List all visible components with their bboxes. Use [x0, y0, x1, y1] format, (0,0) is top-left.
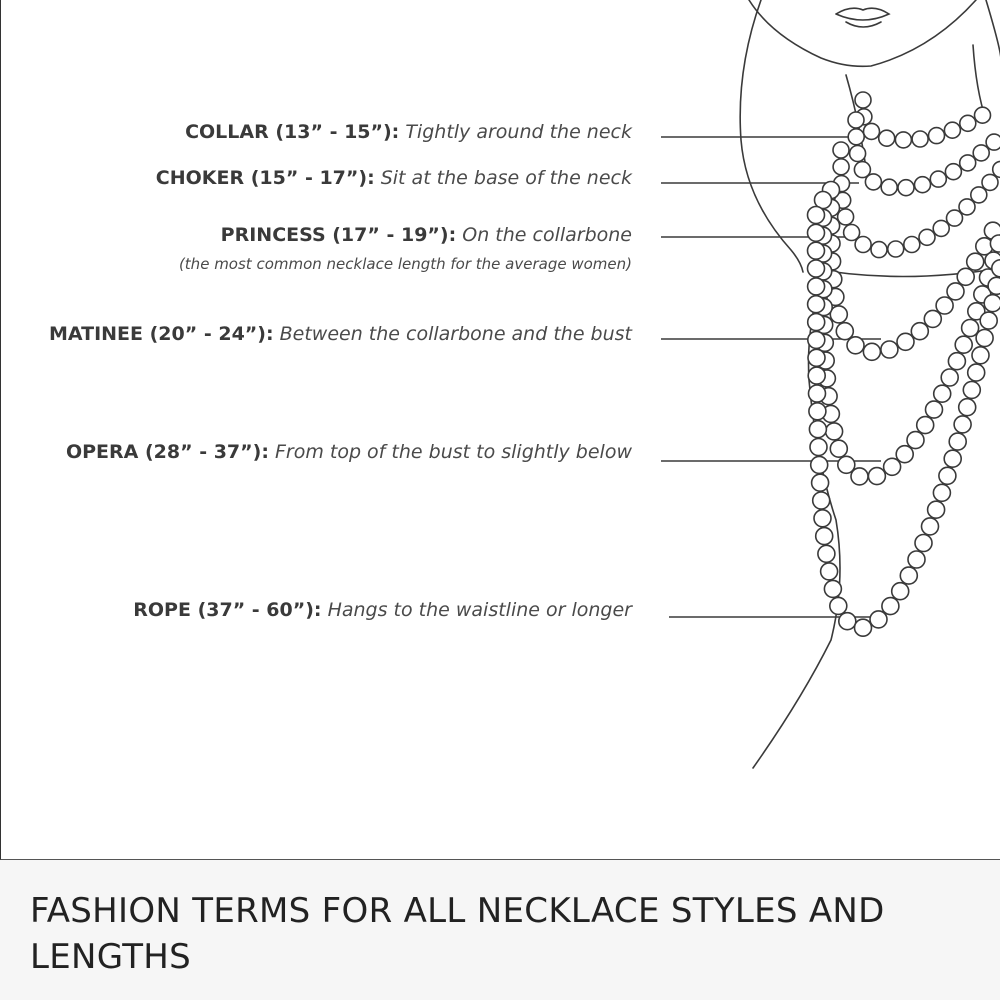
pearl-rope — [949, 433, 966, 450]
label-princess — [221, 223, 632, 247]
pearl-choker — [960, 155, 976, 171]
pearl-rope — [959, 399, 976, 416]
pearl-choker — [945, 164, 961, 180]
pearl-rope — [922, 518, 939, 535]
pearl-rope — [808, 349, 825, 366]
pearl-rope — [830, 597, 847, 614]
label-matinee — [49, 322, 632, 346]
pearl-rope — [818, 545, 835, 562]
term-princess: PRINCESS (17” - 19”): — [220, 224, 457, 246]
pearl-rope — [870, 611, 887, 628]
pearl-collar — [855, 92, 871, 108]
desc-collar: Tightly around the neck — [405, 121, 632, 143]
desc-opera: From top of the bust to slightly below — [274, 441, 632, 463]
pearl-choker — [881, 179, 897, 195]
pearl-matinee — [881, 341, 898, 358]
term-rope: ROPE (37” - 60”): — [133, 599, 322, 621]
pearl-rope — [808, 224, 825, 241]
pearl-collar — [912, 131, 928, 147]
label-choker — [156, 166, 632, 190]
pearl-matinee — [924, 310, 941, 327]
pearl-matinee — [847, 337, 864, 354]
pearl-opera — [941, 369, 958, 386]
pearl-princess — [971, 187, 987, 203]
pearl-rope — [915, 535, 932, 552]
term-collar: COLLAR (13” - 15”): — [185, 121, 400, 143]
term-matinee: MATINEE (20” - 24”): — [48, 323, 274, 345]
pearl-rope — [968, 364, 985, 381]
pearl-rope — [882, 598, 899, 615]
pearl-rope — [892, 583, 909, 600]
pearl-rope — [933, 484, 950, 501]
pearl-rope — [824, 580, 841, 597]
hair-left — [740, 0, 803, 272]
pearl-collar — [944, 122, 960, 138]
pearl-collar — [960, 115, 976, 131]
pearl-matinee — [947, 283, 964, 300]
pearl-opera — [851, 468, 868, 485]
pearl-collar — [975, 107, 991, 123]
pearl-princess — [833, 142, 849, 158]
pearl-opera — [948, 353, 965, 370]
pearl-rope — [813, 492, 830, 509]
desc-choker: Sit at the base of the neck — [380, 167, 632, 189]
pearl-rope — [900, 567, 917, 584]
lips — [836, 8, 889, 20]
pearl-rope — [984, 295, 1000, 312]
pearl-princess — [904, 237, 920, 253]
pearl-princess — [947, 210, 963, 226]
pearl-princess — [982, 174, 998, 190]
term-opera: OPERA (28” - 37”): — [65, 441, 269, 463]
pearl-rope — [939, 467, 956, 484]
pearl-collar — [879, 130, 895, 146]
pearl-princess — [959, 199, 975, 215]
pearl-rope — [808, 278, 825, 295]
pearl-princess — [919, 229, 935, 245]
pearl-rope — [809, 385, 826, 402]
pearl-opera — [826, 423, 843, 440]
pearl-princess — [833, 159, 849, 175]
pearl-opera — [868, 468, 885, 485]
desc-princess: On the collarbone — [462, 224, 632, 246]
pearl-rope — [954, 416, 971, 433]
desc-matinee: Between the collarbone and the bust — [279, 323, 632, 345]
pearl-choker — [986, 134, 1000, 150]
pearl-rope — [810, 439, 827, 456]
label-rope — [133, 598, 632, 622]
pearl-rope — [928, 501, 945, 518]
pearl-princess — [838, 209, 854, 225]
pearl-rope — [808, 331, 825, 348]
label-opera — [66, 440, 632, 464]
pearl-matinee — [836, 323, 853, 340]
pearl-choker — [865, 174, 881, 190]
pearl-rope — [944, 450, 961, 467]
pearl-rope — [808, 260, 825, 277]
pearl-opera — [917, 417, 934, 434]
pearl-matinee — [897, 333, 914, 350]
pearl-choker — [973, 145, 989, 161]
pearl-choker — [850, 146, 866, 162]
pearl-choker — [898, 180, 914, 196]
pearl-opera — [962, 320, 979, 337]
hair-right — [986, 0, 1000, 60]
pearl-rope — [980, 312, 997, 329]
pearl-matinee — [863, 343, 880, 360]
pearl-rope — [816, 528, 833, 545]
pearl-opera — [955, 336, 972, 353]
pearl-rope — [821, 563, 838, 580]
pearl-matinee — [957, 268, 974, 285]
pearl-rope — [972, 347, 989, 364]
pearl-princess — [933, 220, 949, 236]
pearl-opera — [990, 235, 1000, 252]
pearl-rope — [855, 619, 872, 636]
pearl-rope — [976, 330, 993, 347]
pearl-collar — [864, 123, 880, 139]
pearl-opera — [830, 440, 847, 457]
label-collar — [185, 120, 632, 144]
pearl-rope — [988, 277, 1000, 294]
pearl-collar — [929, 128, 945, 144]
pearl-collar — [895, 132, 911, 148]
pearl-opera — [884, 458, 901, 475]
desc-rope: Hangs to the waistline or longer — [327, 599, 632, 621]
pearl-rope — [809, 421, 826, 438]
pearl-rope — [808, 367, 825, 384]
pearl-rope — [812, 474, 829, 491]
pearl-princess — [855, 237, 871, 253]
pearl-rope — [839, 613, 856, 630]
pearl-opera — [907, 432, 924, 449]
pearl-opera — [926, 401, 943, 418]
pearl-rope — [809, 403, 826, 420]
pearl-choker — [848, 112, 864, 128]
pearl-matinee — [967, 253, 984, 270]
pearl-opera — [896, 446, 913, 463]
note-princess: (the most common necklace length for the average women) — [178, 255, 632, 273]
page-caption: FASHION TERMS FOR ALL NECKLACE STYLES AND LENGTHS — [30, 891, 885, 977]
term-choker: CHOKER (15” - 17”): — [155, 167, 375, 189]
pearl-rope — [808, 296, 825, 313]
pearl-matinee — [936, 297, 953, 314]
pearl-rope — [808, 207, 825, 224]
pearl-matinee — [911, 323, 928, 340]
pearl-rope — [808, 314, 825, 331]
pearl-choker — [848, 129, 864, 145]
pearl-rope — [808, 242, 825, 259]
pearl-princess — [888, 241, 904, 257]
pearl-rope — [811, 456, 828, 473]
pearl-opera — [934, 385, 951, 402]
pearl-choker — [930, 171, 946, 187]
pearl-rope — [814, 510, 831, 527]
pearl-rope — [963, 381, 980, 398]
pearl-rope — [908, 551, 925, 568]
pearl-princess — [871, 242, 887, 258]
pearl-choker — [915, 177, 931, 193]
